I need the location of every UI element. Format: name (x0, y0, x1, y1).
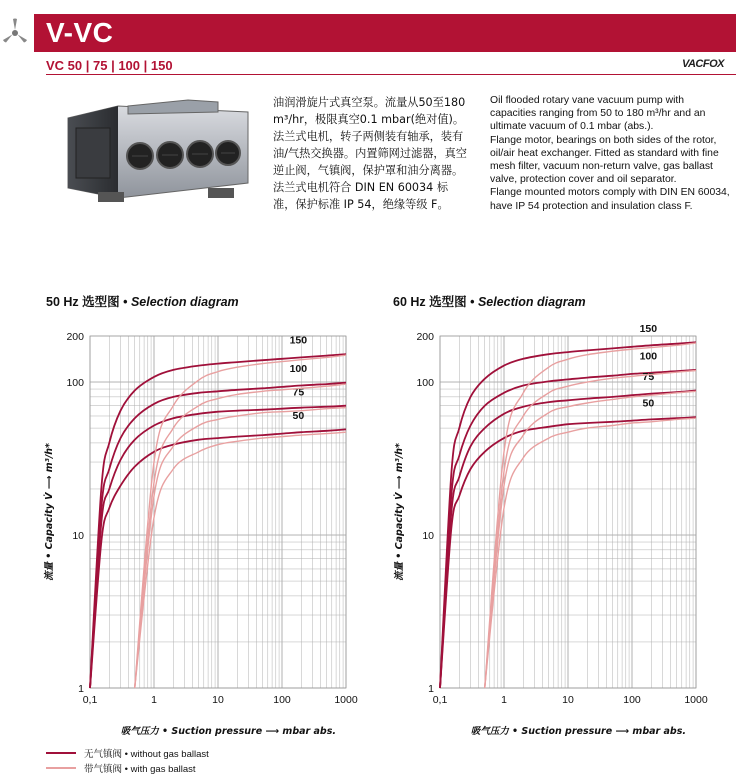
brand-logo: VACFOX (681, 58, 724, 70)
description-cn: 油润滑旋片式真空泵。流量从50至180 m³/hr，极限真空0.1 mbar(绝对值)。法兰式电机，转子两侧装有轴承，装有油/气热交换器。内置筛网过滤器，真空逆止阀，气镇阀，保护罩和油分离器。 法兰式电机符合 DIN EN 60034 标准，保护标准 IP 54，绝缘等级 F。 (273, 96, 467, 211)
chart50-y-axis-label: 流量 • Capacity V̇ ⟶ m³/h* (44, 442, 55, 582)
chart60-series-75-with-gas-ballast (485, 391, 696, 688)
chart-heading-60hz-sep: • (466, 295, 478, 309)
chart50-series-label: 100 (289, 363, 308, 376)
selection-chart-50hz (30, 318, 370, 744)
chart60-x-tick-label: 100 (623, 694, 641, 706)
legend-with-gas-ballast: 带气镇阀 • with gas ballast (84, 764, 196, 775)
chart-heading-50hz-sep: • (119, 295, 131, 309)
chart60-x-tick-label: 10 (562, 694, 574, 706)
pump-image (58, 88, 258, 218)
chart60-x-tick-label: 1 (501, 694, 507, 706)
subtitle-divider (46, 74, 736, 75)
chart-heading-50hz-en: Selection diagram (130, 295, 239, 309)
chart60-y-axis-label: 流量 • Capacity V̇ ⟶ m³/h* (394, 442, 405, 582)
fan-icon (0, 18, 30, 48)
chart50-series-label: 75 (292, 386, 305, 399)
chart60-series-label: 75 (642, 371, 655, 384)
chart60-series-label: 100 (639, 350, 658, 363)
chart-heading-50hz-cn: 50 Hz 选型图 (46, 295, 120, 309)
chart60-y-tick-label: 10 (422, 530, 434, 543)
chart-heading-60hz (393, 292, 586, 310)
model-list: VC 50 | 75 | 100 | 150 (46, 58, 173, 73)
chart60-series-50-with-gas-ballast (485, 418, 696, 688)
chart50-x-tick-label: 1000 (334, 694, 358, 706)
chart-heading-60hz-en: Selection diagram (477, 295, 586, 309)
chart60-grid (440, 336, 696, 688)
chart60-y-tick-label: 1 (428, 683, 434, 695)
chart50-x-axis-label: 吸气压力 • Suction pressure ⟶ mbar abs. (120, 726, 336, 737)
chart50-y-tick-label: 100 (66, 377, 84, 390)
chart50-series-150-with-gas-ballast (135, 355, 346, 688)
chart-heading-60hz-cn: 60 Hz 选型图 (393, 295, 467, 309)
chart50-x-tick-label: 100 (273, 694, 291, 706)
chart50-x-tick-label: 10 (212, 694, 224, 706)
header-bar (34, 14, 736, 52)
chart60-y-tick-label: 100 (416, 377, 434, 390)
chart60-x-axis-label: 吸气压力 • Suction pressure ⟶ mbar abs. (470, 726, 686, 737)
chart50-series-label: 50 (292, 409, 305, 422)
chart60-x-tick-label: 1000 (684, 694, 708, 706)
legend-without-gas-ballast: 无气镇阀 • without gas ballast (84, 749, 209, 760)
page-title: V-VC (46, 17, 114, 48)
chart50-series-label: 150 (289, 334, 308, 347)
chart50-y-tick-label: 10 (72, 530, 84, 543)
chart50-series-50-with-gas-ballast (135, 432, 346, 688)
chart60-series-label: 50 (642, 397, 655, 410)
chart50-x-tick-label: 1 (151, 694, 157, 706)
chart50-y-tick-label: 1 (78, 683, 84, 695)
chart50-x-tick-label: 0,1 (82, 694, 98, 706)
chart50-y-tick-label: 200 (66, 331, 84, 343)
chart50-grid (90, 336, 346, 688)
chart50-series-100-with-gas-ballast (135, 384, 346, 688)
legend-swatch-without (46, 752, 76, 754)
chart-heading-50hz (46, 292, 239, 310)
chart60-series-label: 150 (639, 322, 658, 335)
selection-chart-60hz (380, 318, 720, 744)
legend-swatch-with (46, 767, 76, 769)
chart60-series-150-with-gas-ballast (485, 343, 696, 688)
chart60-x-tick-label: 0,1 (432, 694, 448, 706)
chart60-y-tick-label: 200 (416, 331, 434, 343)
chart50-series-75-with-gas-ballast (135, 408, 346, 688)
description-en: Oil flooded rotary vane vacuum pump with capacities ranging from 50 to 180 m³/hr and an ultimate vacuum of 0.1 mbar (abs.). Flange motor, bearings on both sides of the rotor, oil/air heat exchanger. Fitted as standard with fine mesh filter, vacuum non-return valve, gas ballast valve, protection cover and oil separator. Flange mounted motors comply with DIN EN 60034, have IP 54 protection and insulation class F. (490, 95, 730, 212)
